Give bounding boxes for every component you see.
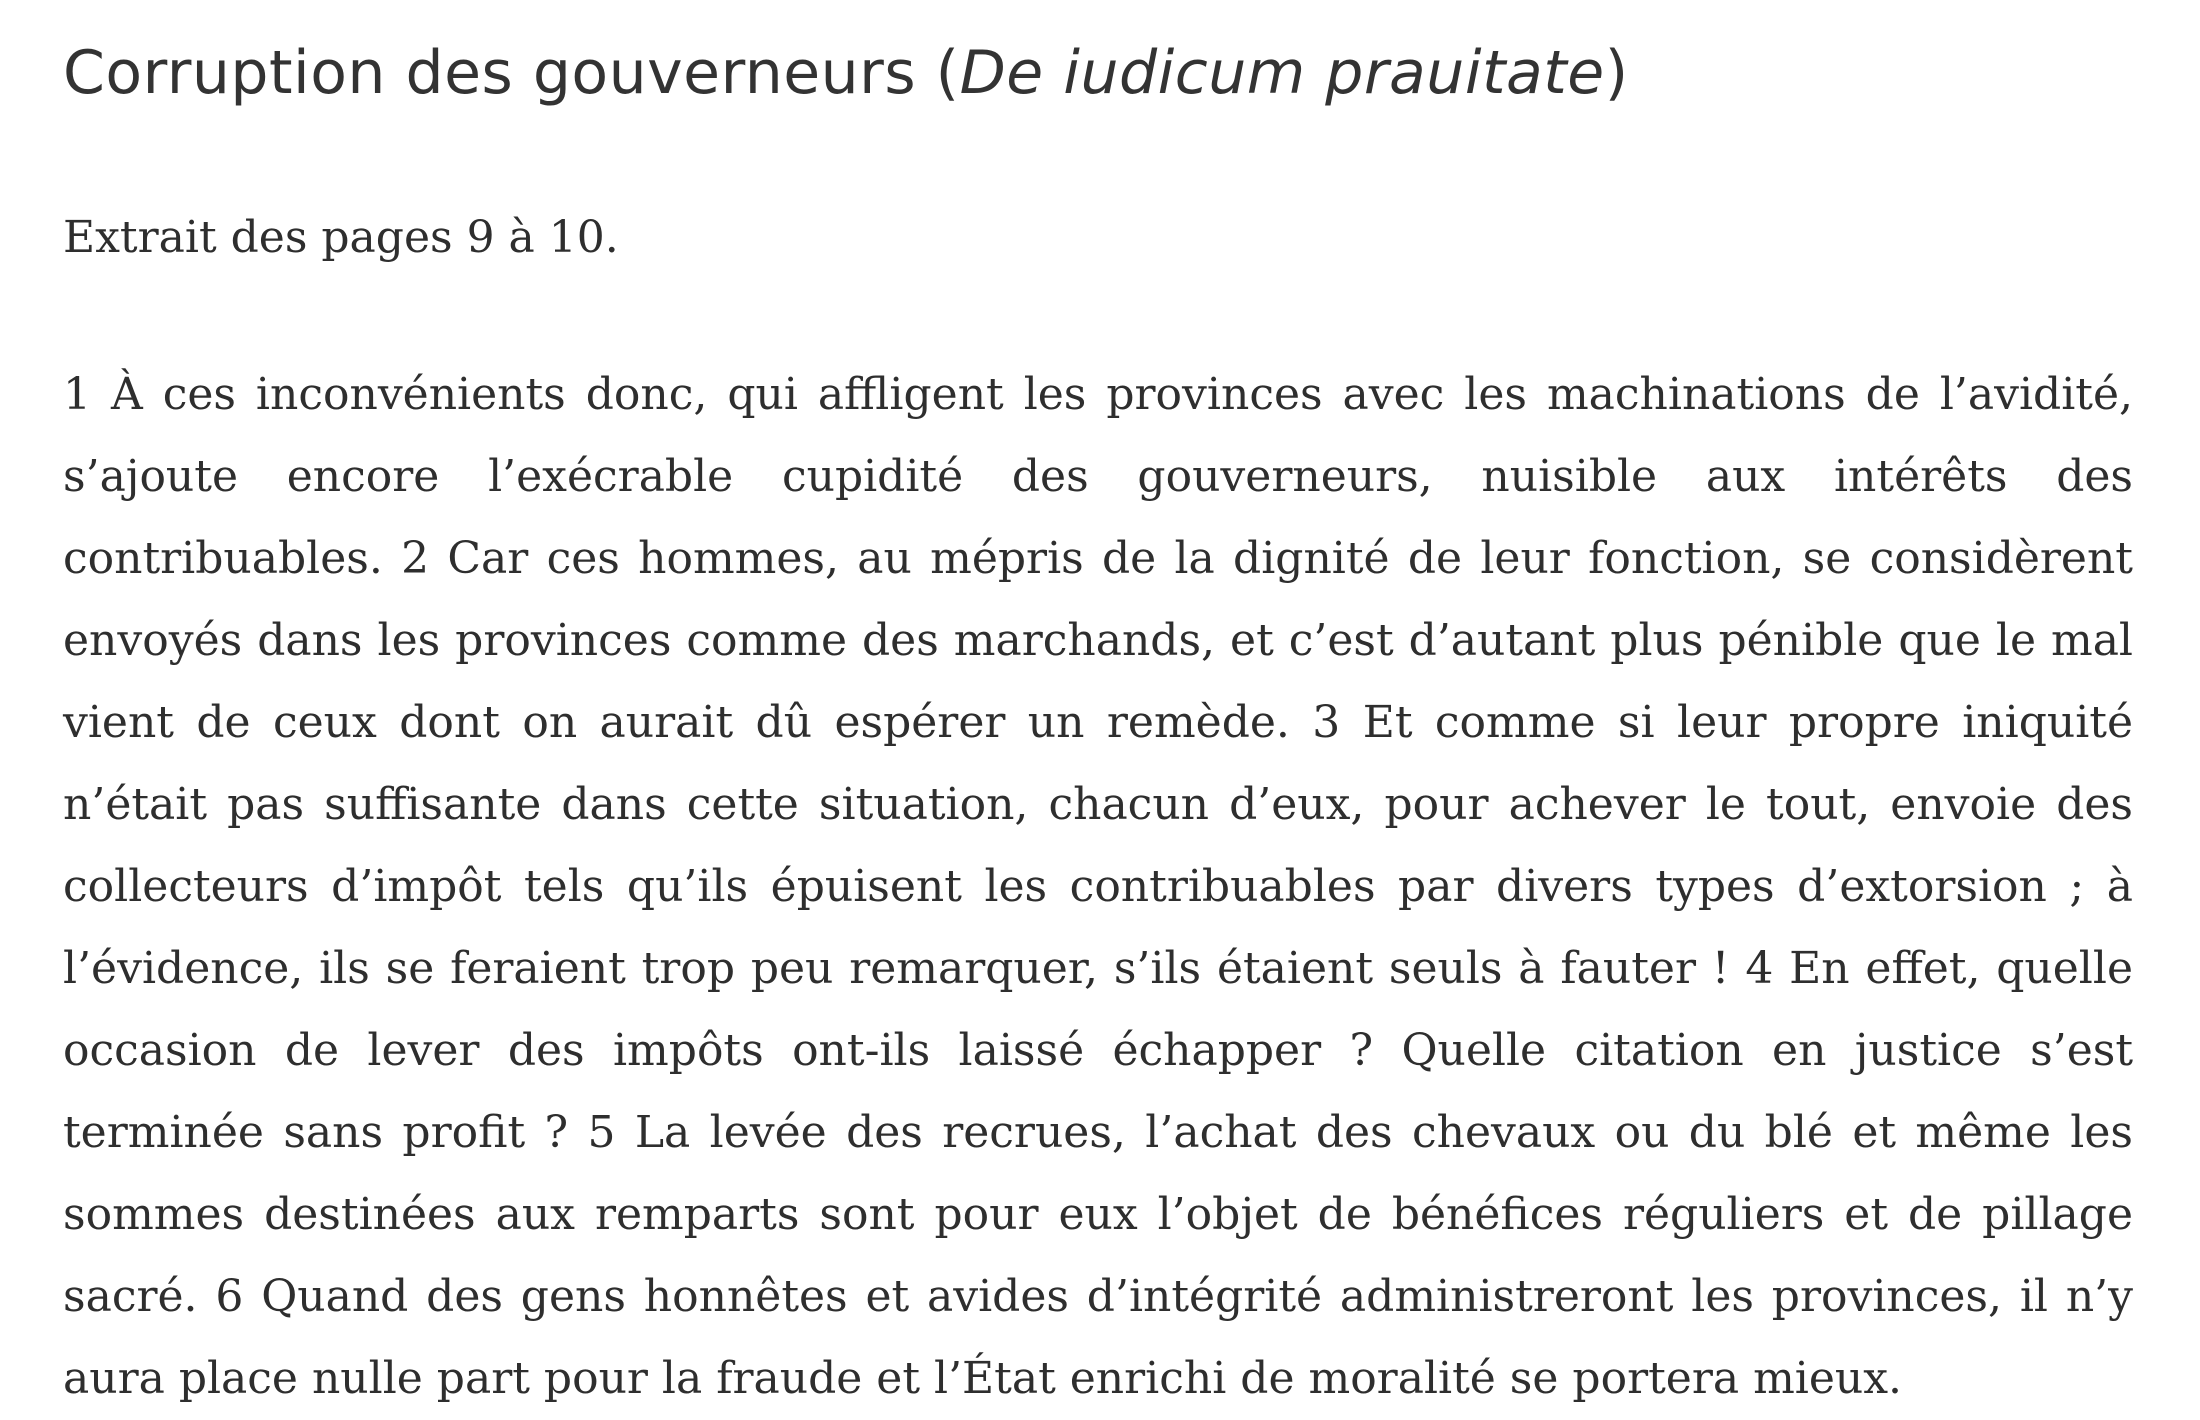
document-page <box>63 30 2133 1420</box>
excerpt-note: Extrait des pages 9 à 10. <box>63 212 619 263</box>
passage-paragraph: 1 À ces inconvénients donc, qui affligent les provinces avec les machinations de l’avidité, s’ajoute encore l’exécrable cupidité des gouverneurs, nuisible aux intérêts des contribuables. 2 Car ces hommes, au mépris de la dignité de leur fonction, se considèrent envoyés dans les provinces comme des marchands, et c’est d’autant plus pénible que le mal vient de ceux dont on aurait dû espérer un remède. 3 Et comme si leur propre iniquité n’était pas suffisante dans cette situation, chacun d’eux, pour achever le tout, envoie des collecteurs d’impôt tels qu’ils épuisent les contribuables par divers types d’extorsion ; à l’évidence, ils se feraient trop peu remarquer, s’ils étaient seuls à fauter ! 4 En effet, quelle occasion de lever des impôts ont-ils laissé échapper ? Quelle citation en justice s’est terminée sans profit ? 5 La levée des recrues, l’achat des chevaux ou du blé et même les sommes destinées aux remparts sont pour eux l’objet de bénéfices réguliers et de pillage sacré. 6 Quand des gens honnêtes et avides d’intégrité administreront les provinces, il n’y aura place nulle part pour la fraude et l’État enrichi de moralité se portera mieux. <box>63 369 2133 1404</box>
heading-close-paren: ) <box>1604 38 1629 108</box>
heading-open-paren: ( <box>935 38 960 108</box>
heading-latin-title: De iudicum prauitate <box>959 38 1605 108</box>
heading-text: Corruption des gouverneurs <box>63 38 917 108</box>
section-heading <box>63 30 2133 116</box>
